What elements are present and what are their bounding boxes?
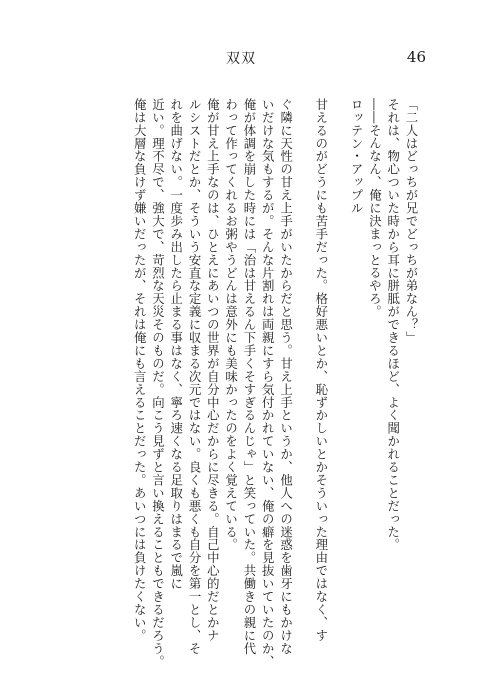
- text-line: ――そんなん、俺に決まっとるやろ。: [367, 98, 383, 319]
- text-line: 近い。理不尽で、強大で、苛烈な天災そのものだ。向こう見ずと言い換えることもできるだろう。: [150, 98, 166, 668]
- running-header-title: 双双: [226, 51, 256, 67]
- text-line: いだけな気もするが。そんな片割れは両親にすら気付かれていない、俺の癖を見抜いていたのか、: [260, 98, 276, 668]
- text-line: 俺は大層な負けず嫌いだったが、それは俺にも言えることだった。あいつには負けたくない。: [132, 98, 148, 642]
- text-line: 「二人はどっちが兄でどっちが弟なん？」: [404, 98, 419, 345]
- text-line: 俺が甘え上手なのは、ひとえにあいつの世界が自分中心だからに尽きる。自己中心的だとかナ: [205, 98, 221, 642]
- text-line: ぐ隣に天性の甘え上手がいたからだと思う。甘え上手というか、他人への迷惑を歯牙にもかけな: [278, 98, 294, 655]
- text-line: 俺が体調を崩した時には「治は甘えるん下手くそすぎるんじゃ」と笑っていた。共働きの親に代: [241, 98, 257, 655]
- section-title: ロッテン・アップル: [349, 98, 365, 215]
- text-line: れを曲げない。一度歩み出したら止まる事はなく、寧ろ速くなる足取りはまるで嵐に: [168, 98, 184, 591]
- text-line: ルシストだとか、そういう安直な定義に収まる次元ではない。良くも悪くも自分を第一とし、そ: [187, 98, 203, 655]
- text-line: それは、物心ついた時から耳に胼胝ができるほど、よく聞かれることだった。: [385, 98, 401, 552]
- text-line: わって作ってくれるお粥やうどんは意外にも美味かったのをよく覚えている。: [223, 98, 239, 552]
- page-number: 46: [406, 48, 426, 66]
- vertical-body-text: [66, 98, 420, 668]
- text-line: 甘えるのがどうにも苦手だった。格好悪いとか、恥ずかしいとかそういった理由ではなく、す: [313, 98, 329, 642]
